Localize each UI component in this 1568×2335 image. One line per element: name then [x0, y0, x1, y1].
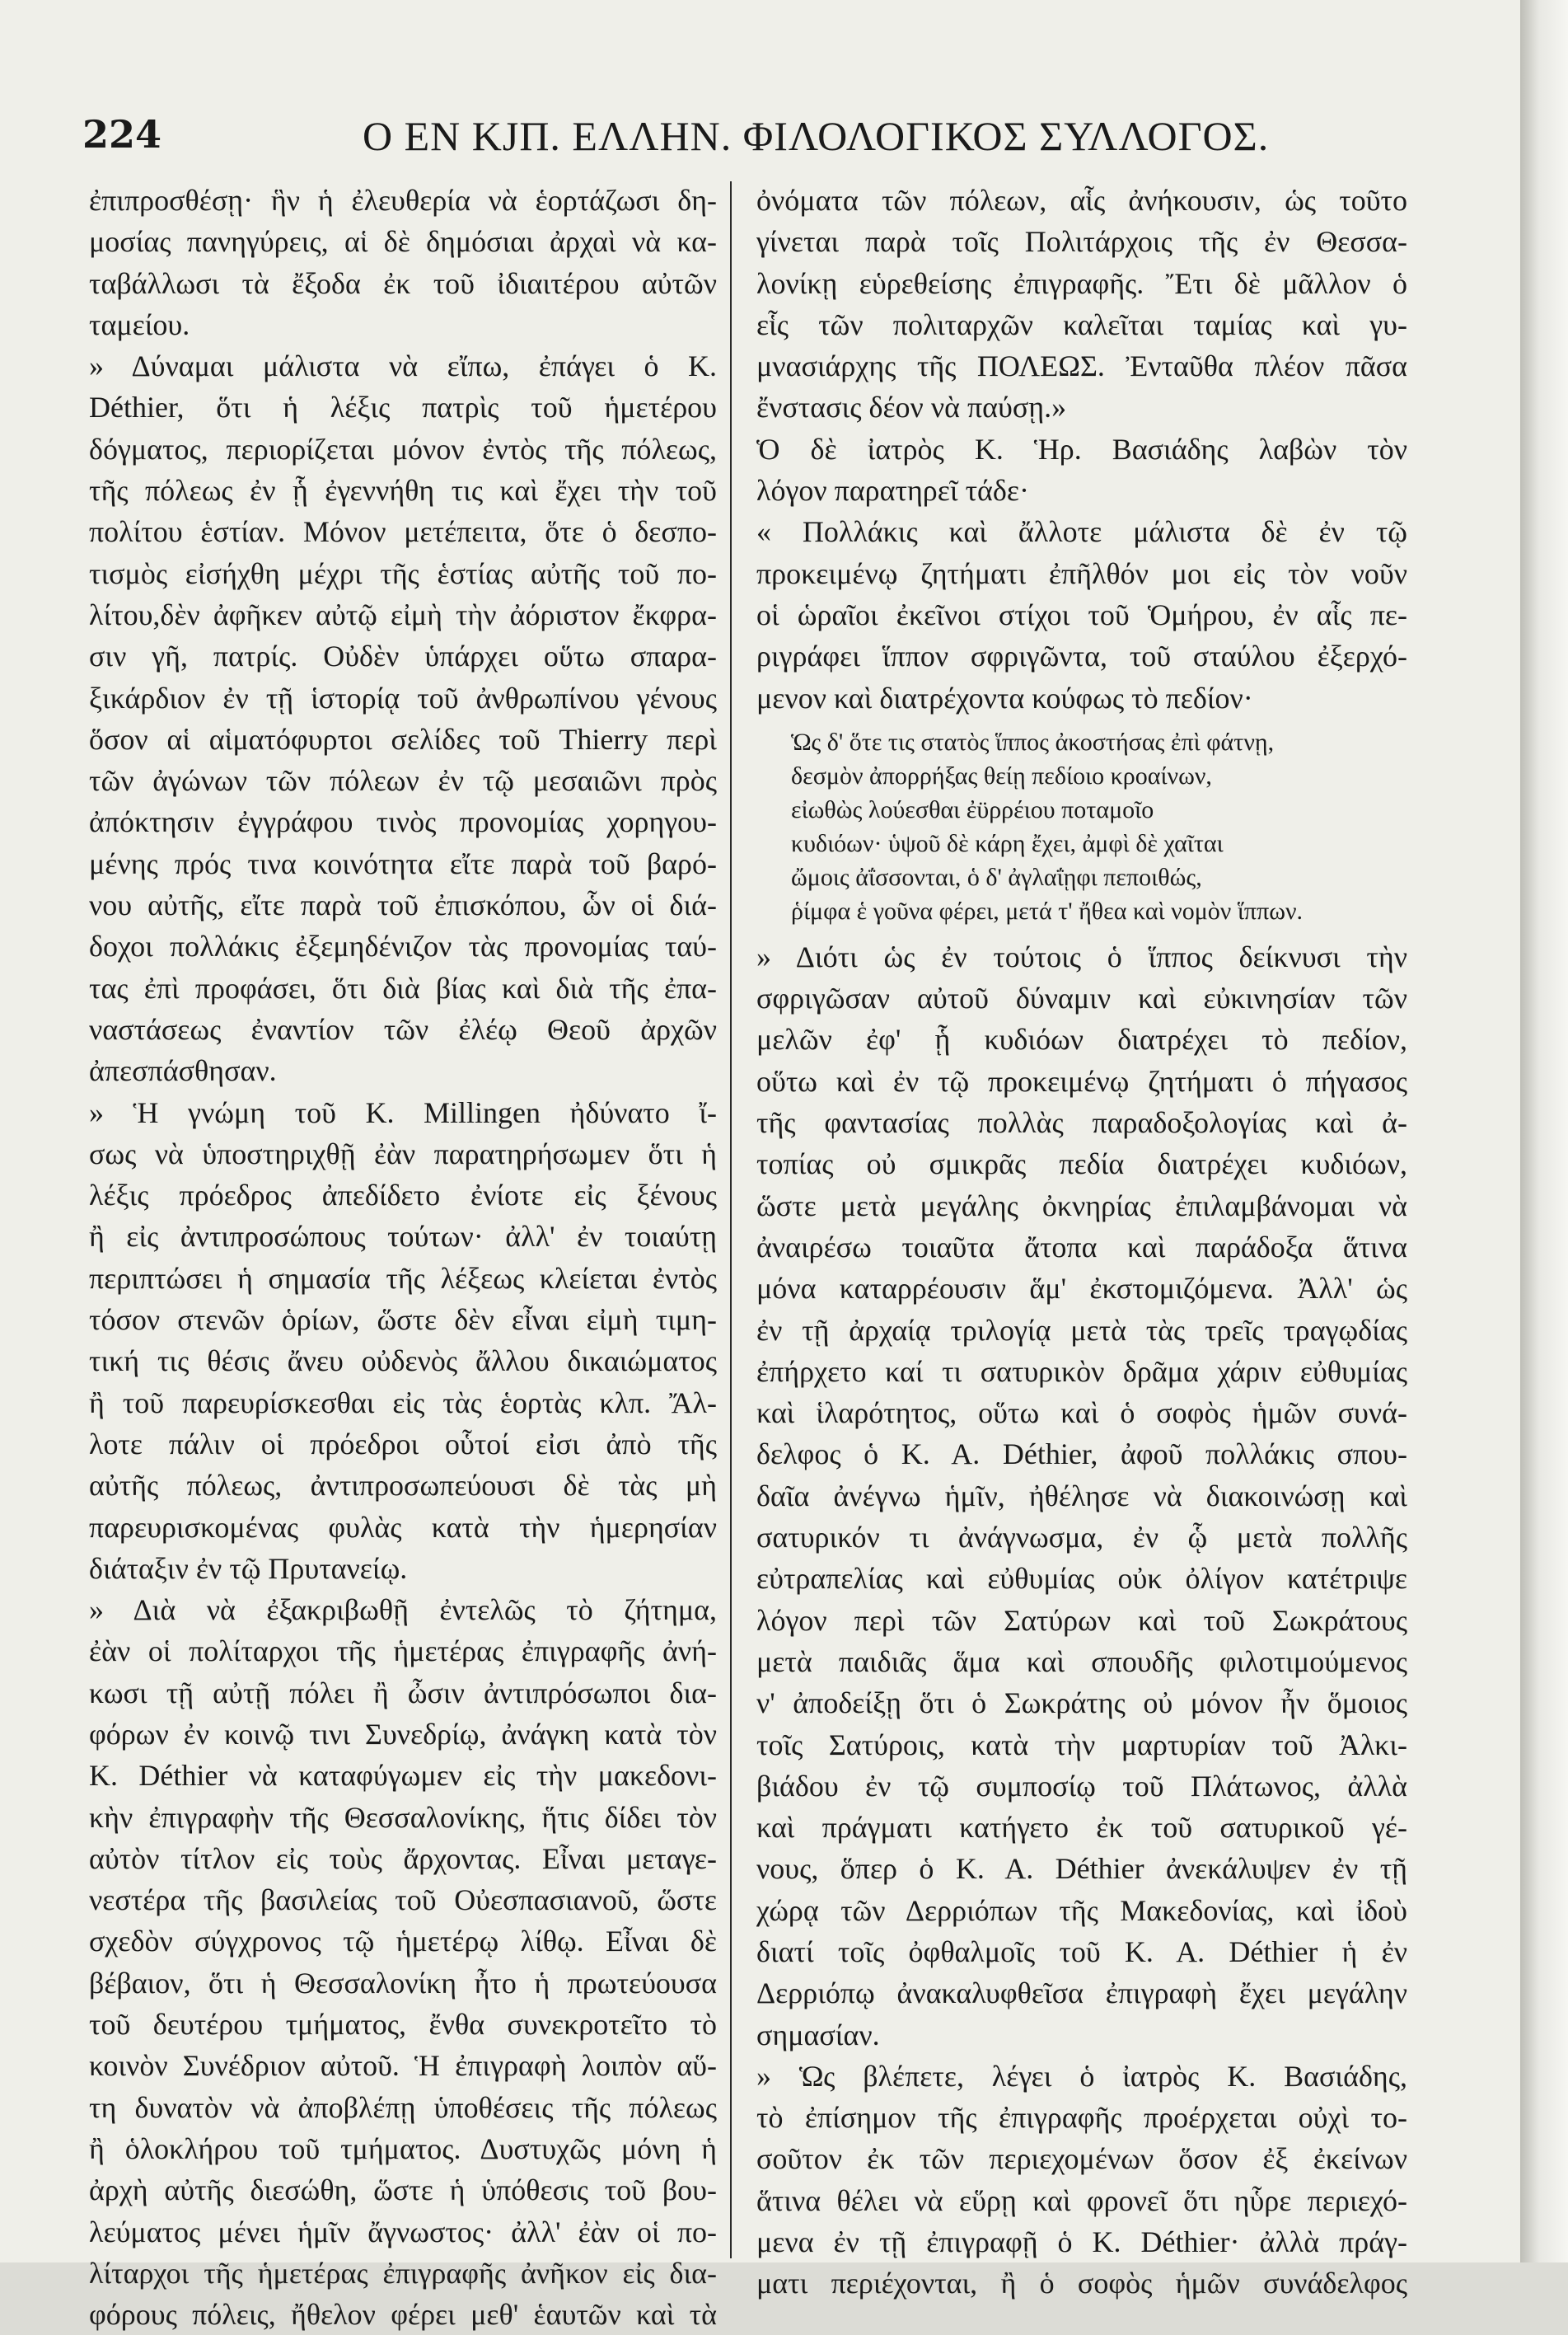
- text-line: δοχοι πολλάκις ἐξεμηδένιζον τὰς προνομίας ταύ-: [89, 930, 717, 964]
- text-line: ἔνστασις δέον νὰ παύσῃ.»: [756, 391, 1067, 424]
- text-line: λίτου,δὲν ἀφῆκεν αὐτῷ εἰμὴ τὴν ἀόριστον ἔκφρα-: [89, 598, 717, 631]
- text-line: τισμὸς εἰσήχθη μέχρι τῆς ἑστίας αὐτῆς τοῦ πο-: [89, 556, 717, 590]
- text-line: νεστέρα τῆς βασιλείας τοῦ Οὐεσπασιανοῦ, ὥστε: [89, 1883, 717, 1917]
- text-line: ἐπιπροσθέσῃ· ἣν ἡ ἐλευθερία νὰ ἑορτάζωσι δη-: [89, 184, 717, 217]
- text-line: σημασίαν.: [756, 2018, 880, 2051]
- text-line: Κ. Déthier νὰ καταφύγωμεν εἰς τὴν μακεδονι-: [89, 1759, 717, 1793]
- text-line: μοσίας πανηγύρεις, αἱ δὲ δημόσιαι ἀρχαὶ νὰ κα-: [89, 225, 717, 259]
- text-line: νου αὐτῆς, εἴτε παρὰ τοῦ ἐπισκόπου, ὧν οἱ διά-: [89, 889, 717, 922]
- text-line: βιάδου ἐν τῷ συμποσίῳ τοῦ Πλάτωνος, ἀλλὰ: [756, 1769, 1407, 1803]
- text-line: λόγον παρατηρεῖ τάδε·: [756, 474, 1029, 508]
- text-line: » Ἡ γνώμη τοῦ Κ. Millingen ἠδύνατο ἴ-: [89, 1095, 717, 1129]
- text-line: ματι περιέχονται, ἢ ὁ σοφὸς ἡμῶν συνάδελφος: [756, 2267, 1407, 2300]
- text-line: νους, ὅπερ ὁ Κ. Α. Déthier ἀνεκάλυψεν ἐν τῇ: [756, 1852, 1407, 1886]
- page-header: [82, 105, 1483, 171]
- text-line: μόνα καταρρέουσιν ἅμ' ἐκστομιζόμενα. Ἀλλ' ὡς: [756, 1272, 1407, 1306]
- text-line: « Πολλάκις καὶ ἄλλοτε μάλιστα δὲ ἐν τῷ: [756, 515, 1407, 549]
- text-line: ριγράφει ἵππον σφριγῶντα, τοῦ σταύλου ἐξερχό-: [756, 640, 1407, 673]
- text-line: ὤμοις ἀΐσσονται, ὁ δ' ἀγλαΐῃφι πεποιθώς,: [791, 863, 1202, 891]
- text-line: κυδιόων· ὑψοῦ δὲ κάρη ἔχει, ἀμφὶ δὲ χαῖται: [791, 829, 1224, 857]
- text-line: διατί τοῖς ὀφθαλμοῖς τοῦ Κ. Α. Déthier ἡ ἐν: [756, 1934, 1407, 1968]
- text-line: τη δυνατὸν νὰ ἀποβλέπῃ ὑποθέσεις τῆς πόλεως: [89, 2090, 717, 2124]
- text-line: καὶ ἱλαρότητος, οὕτω καὶ ὁ σοφὸς ἡμῶν συνά-: [756, 1396, 1407, 1430]
- text-line: προκειμένῳ ζητήματι ἐπῆλθόν μοι εἰς τὸν νοῦν: [756, 556, 1407, 590]
- text-line: ἢ εἰς ἀντιπροσώπους τούτων· ἀλλ' ἐν τοιαύτῃ: [89, 1220, 717, 1254]
- text-line: λίταρχοι τῆς ἡμετέρας ἐπιγραφῆς ἀνῆκον εἰς δια-: [89, 2256, 717, 2290]
- text-line: μνασιάρχης τῆς ΠΟΛΕΩΣ. Ἐνταῦθα πλέον πᾶσα: [756, 349, 1407, 383]
- text-line: » Διότι ὡς ἐν τούτοις ὁ ἵππος δείκνυσι τὴν: [756, 940, 1407, 973]
- text-line: σατυρικόν τι ἀνάγνωσμα, ἐν ᾧ μετὰ πολλῆς: [756, 1521, 1407, 1554]
- text-line: τὸ ἐπίσημον τῆς ἐπιγραφῆς προέρχεται οὐχὶ το-: [756, 2101, 1407, 2135]
- text-line: ἅτινα θέλει νὰ εὕρῃ καὶ φρονεῖ ὅτι ηὗρε περιεχό-: [756, 2183, 1407, 2217]
- text-line: δελφος ὁ Κ. Α. Déthier, ἀφοῦ πολλάκις σπου-: [756, 1437, 1407, 1471]
- text-line: κοινὸν Συνέδριον αὐτοῦ. Ἡ ἐπιγραφὴ λοιπὸν αὕ-: [89, 2049, 717, 2083]
- text-line: αὐτὸν τίτλον εἰς τοὺς ἄρχοντας. Εἶναι μεταγε-: [89, 1841, 717, 1875]
- text-line: σφριγῶσαν αὐτοῦ δύναμιν καὶ εὐκινησίαν τῶν: [756, 982, 1407, 1015]
- left-column: [89, 180, 717, 2335]
- text-line: φόρων ἐν κοινῷ τινι Συνεδρίῳ, ἀνάγκη κατὰ τὸν: [89, 1717, 717, 1751]
- text-line: τῆς πόλεως ἐν ᾗ ἐγεννήθη τις καὶ ἔχει τὴν τοῦ: [89, 474, 717, 508]
- text-line: ἢ τοῦ παρευρίσκεσθαι εἰς τὰς ἑορτὰς κλπ. Ἄλ-: [89, 1386, 717, 1419]
- right-column: [756, 180, 1407, 2305]
- page-edge-shadow: [1520, 0, 1568, 2262]
- text-line: τῶν ἀγώνων τῶν πόλεων ἐν τῷ μεσαιῶνι πρὸς: [89, 764, 717, 798]
- text-line: βέβαιον, ὅτι ἡ Θεσσαλονίκη ἦτο ἡ πρωτεύουσα: [89, 1966, 717, 2000]
- text-line: τοπίας οὐ σμικρᾶς πεδία διατρέχει κυδιόων,: [756, 1147, 1407, 1181]
- text-line: διάταξιν ἐν τῷ Πρυτανείῳ.: [89, 1551, 408, 1585]
- text-line: λεύματος μένει ἡμῖν ἄγνωστος· ἀλλ' ἐὰν οἱ πο-: [89, 2215, 717, 2248]
- text-line: σως νὰ ὑποστηριχθῇ ἐὰν παρατηρήσωμεν ὅτι ἡ: [89, 1137, 717, 1170]
- text-line: οἱ ὡραῖοι ἐκεῖνοι στίχοι τοῦ Ὁμήρου, ἐν αἷς πε-: [756, 598, 1407, 631]
- text-line: σχεδὸν σύγχρονος τῷ ἡμετέρῳ λίθῳ. Εἶναι δὲ: [89, 1925, 717, 1958]
- text-line: ξικάρδιον ἐν τῇ ἱστορίᾳ τοῦ ἀνθρωπίνου γένους: [89, 681, 717, 715]
- text-line: τοῖς Σατύροις, κατὰ τὴν μαρτυρίαν τοῦ Ἀλκι-: [756, 1728, 1407, 1761]
- text-line: ταβάλλωσι τὰ ἔξοδα ἐκ τοῦ ἰδιαιτέρου αὐτῶν: [89, 266, 717, 300]
- text-line: παρευρισκομένας φυλὰς κατὰ τὴν ἡμερησίαν: [89, 1510, 717, 1544]
- text-line: ταμείου.: [89, 307, 190, 341]
- text-line: εὐτραπελίας καὶ εὐθυμίας οὐκ ὀλίγον κατέτριψε: [756, 1562, 1407, 1596]
- text-line: περιπτώσει ἡ σημασία τῆς λέξεως κλείεται ἐντὸς: [89, 1261, 717, 1295]
- text-line: μελῶν ἐφ' ᾗ κυδιόων διατρέχει τὸ πεδίον,: [756, 1023, 1407, 1057]
- running-title: Ο ΕΝ ΚJΠ. ΕΛΛΗΝ. ΦΙΛΟΛΟΓΙΚΟΣ ΣΥΛΛΟΓΟΣ.: [363, 113, 1270, 159]
- text-line: σιν γῆ, πατρίς. Οὐδὲν ὑπάρχει οὕτω σπαρα-: [89, 640, 717, 673]
- text-line: τοῦ δευτέρου τμήματος, ἔνθα συνεκροτεῖτο τὸ: [89, 2008, 717, 2042]
- text-line: μενον καὶ διατρέχοντα κούφως τὸ πεδίον·: [756, 681, 1253, 715]
- text-line: ἐπήρχετο καί τι σατυρικὸν δρᾶμα χάριν εὐθυμίας: [756, 1354, 1407, 1388]
- text-line: λονίκῃ εὑρεθείσης ἐπιγραφῆς. Ἔτι δὲ μᾶλλον ὁ: [756, 266, 1407, 300]
- text-line: οὕτω καὶ ἐν τῷ προκειμένῳ ζητήματι ὁ πήγασος: [756, 1064, 1407, 1098]
- text-line: ὀνόματα τῶν πόλεων, αἷς ἀνήκουσιν, ὡς τοῦτο: [756, 184, 1407, 217]
- text-line: ὅσον αἱ αἱματόφυρτοι σελίδες τοῦ Thierry περὶ: [89, 722, 717, 756]
- text-line: δόγματος, περιορίζεται μόνον ἐντὸς τῆς πόλεως,: [89, 432, 717, 466]
- text-line: σοῦτον ἐκ τῶν περιεχομένων ὅσον ἐξ ἐκείνων: [756, 2142, 1407, 2176]
- text-line: χώρᾳ τῶν Δερριόπων τῆς Μακεδονίας, καὶ ἰδοὺ: [756, 1893, 1407, 1927]
- text-line: ἐὰν οἱ πολίταρχοι τῆς ἡμετέρας ἐπιγραφῆς ἀνή-: [89, 1634, 717, 1668]
- text-line: τῆς φαντασίας πολλὰς παραδοξολογίας καὶ ἀ-: [756, 1106, 1407, 1140]
- text-line: λέξις πρόεδρος ἀπεδίδετο ἐνίοτε εἰς ξένους: [89, 1179, 717, 1212]
- text-line: τική τις θέσις ἄνευ οὐδενὸς ἄλλου δικαιώματος: [89, 1344, 717, 1378]
- text-line: ἀρχὴ αὐτῆς διεσώθη, ὥστε ἡ ὑπόθεσις τοῦ βου-: [89, 2173, 717, 2207]
- text-line: κωσι τῇ αὐτῇ πόλει ἢ ὦσιν ἀντιπρόσωποι δια-: [89, 1676, 717, 1709]
- text-line: ν' ἀποδείξῃ ὅτι ὁ Σωκράτης οὐ μόνον ἦν ὅμοιος: [756, 1686, 1407, 1720]
- text-line: πολίτου ἑστίαν. Μόνον μετέπειτα, ὅτε ὁ δεσπο-: [89, 515, 717, 549]
- column-divider: [730, 181, 732, 2258]
- homer-quotation: [756, 725, 1407, 928]
- text-line: καὶ πράγματι κατήγετο ἐκ τοῦ σατυρικοῦ γέ-: [756, 1811, 1407, 1845]
- text-line: ἐν τῇ ἀρχαίᾳ τριλογίᾳ μετὰ τὰς τρεῖς τραγῳδίας: [756, 1313, 1407, 1347]
- text-line: τόσον στενῶν ὁρίων, ὥστε δὲν εἶναι εἰμὴ τιμη-: [89, 1303, 717, 1337]
- right-column-text-bottom: [756, 936, 1407, 2305]
- text-line: » Δύναμαι μάλιστα νὰ εἴπω, ἐπάγει ὁ Κ.: [89, 349, 717, 383]
- text-line: Δερριόπῳ ἀνακαλυφθεῖσα ἐπιγραφὴ ἔχει μεγάλην: [756, 1976, 1407, 2010]
- right-column-text-top: [756, 180, 1407, 719]
- text-line: δαῖα ἀνέγνω ἡμῖν, ἠθέλησε νὰ διακοινώσῃ καὶ: [756, 1479, 1407, 1512]
- text-line: ὥστε μετὰ μεγάλης ὀκνηρίας ἐπιλαμβάνομαι νὰ: [756, 1189, 1407, 1222]
- text-line: ἀναιρέσω τοιαῦτα ἄτοπα καὶ παράδοξα ἅτινα: [756, 1230, 1407, 1264]
- text-line: » Διὰ νὰ ἐξακριβωθῇ ἐντελῶς τὸ ζήτημα,: [89, 1593, 717, 1627]
- text-line: ἀπεσπάσθησαν.: [89, 1054, 277, 1088]
- text-line: μετὰ παιδιᾶς ἅμα καὶ σπουδῆς φιλοτιμούμενος: [756, 1644, 1407, 1678]
- text-line: Ὡς δ' ὅτε τις στατὸς ἵππος ἀκοστήσας ἐπὶ φάτνῃ,: [791, 728, 1275, 756]
- text-line: μένης πρός τινα κοινότητα εἴτε παρὰ τοῦ βαρό-: [89, 846, 717, 880]
- text-line: ἀπόκτησιν ἐγγράφου τινὸς προνομίας χορηγου-: [89, 805, 717, 839]
- text-line: εἷς τῶν πολιταρχῶν καλεῖται ταμίας καὶ γυ-: [756, 307, 1407, 341]
- text-line: αὐτῆς πόλεως, ἀντιπροσωπεύουσι δὲ τὰς μὴ: [89, 1469, 717, 1503]
- page-number: 224: [82, 112, 162, 157]
- text-line: γίνεται παρὰ τοῖς Πολιτάρχοις τῆς ἐν Θεσσα-: [756, 225, 1407, 259]
- text-line: λόγον περὶ τῶν Σατύρων καὶ τοῦ Σωκράτους: [756, 1603, 1407, 1637]
- text-line: ῥίμφα ἑ γοῦνα φέρει, μετά τ' ἤθεα καὶ νομὸν ἵππων.: [791, 897, 1304, 925]
- text-line: δεσμὸν ἀπορρήξας θείῃ πεδίοιο κροαίνων,: [791, 762, 1212, 790]
- text-line: Déthier, ὅτι ἡ λέξις πατρὶς τοῦ ἡμετέρου: [89, 391, 717, 424]
- text-line: φόρους πόλεις, ἤθελον φέρει μεθ' ἑαυτῶν καὶ τὰ: [89, 2298, 717, 2332]
- text-line: λοτε πάλιν οἱ πρόεδροι οὗτοί εἰσι ἀπὸ τῆς: [89, 1427, 717, 1461]
- text-line: » Ὡς βλέπετε, λέγει ὁ ἰατρὸς Κ. Βασιάδης,: [756, 2059, 1407, 2093]
- text-line: ναστάσεως ἐναντίον τῶν ἐλέῳ Θεοῦ ἀρχῶν: [89, 1012, 717, 1046]
- text-line: μενα ἐν τῇ ἐπιγραφῇ ὁ Κ. Déthier· ἀλλὰ πράγ-: [756, 2225, 1407, 2259]
- text-line: εἰωθὼς λούεσθαι ἐϋρρέιου ποταμοῖο: [791, 795, 1154, 823]
- text-line: ἢ ὁλοκλήρου τοῦ τμήματος. Δυστυχῶς μόνη ἡ: [89, 2131, 717, 2165]
- text-line: τας ἐπὶ προφάσει, ὅτι διὰ βίας καὶ διὰ τῆς ἐπα-: [89, 971, 717, 1005]
- text-line: κὴν ἐπιγραφὴν τῆς Θεσσαλονίκης, ἥτις δίδει τὸν: [89, 1800, 717, 1834]
- text-line: Ὁ δὲ ἰατρὸς Κ. Ἡρ. Βασιάδης λαβὼν τὸν: [756, 432, 1407, 466]
